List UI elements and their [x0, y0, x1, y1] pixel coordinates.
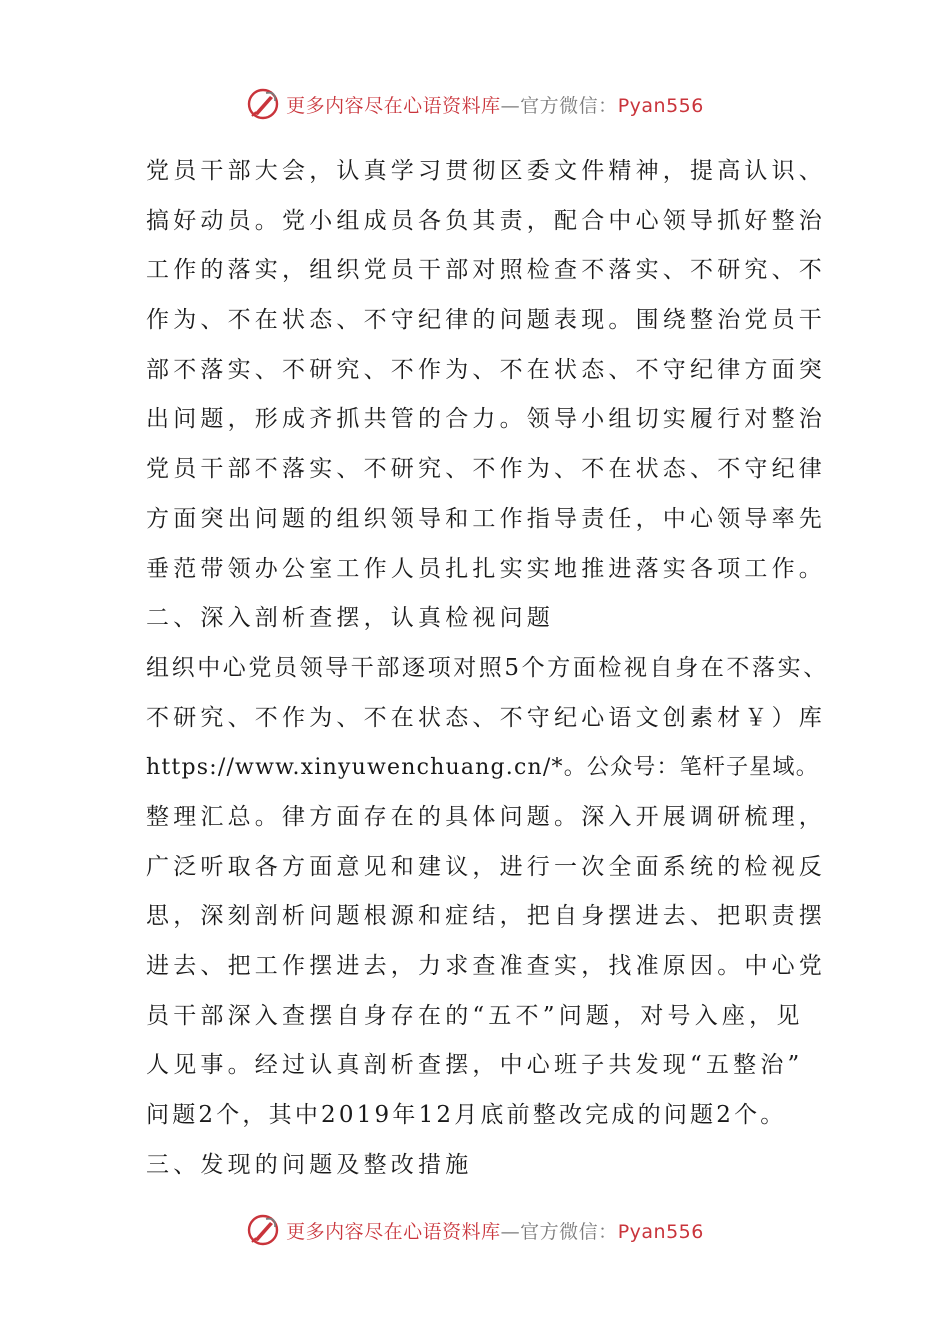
text-line: 部不落实、不研究、不作为、不在状态、不守纪律方面突: [146, 356, 826, 383]
text-line: 不研究、不作为、不在状态、不守纪心语文创素材￥）库: [146, 704, 826, 731]
document-body: [146, 147, 829, 1190]
footer-watermark-banner: [0, 1210, 950, 1250]
banner-text: 更多内容尽在心语资料库—官方微信：Pyan556: [286, 94, 704, 117]
banner-text: 更多内容尽在心语资料库—官方微信：Pyan556: [286, 1220, 704, 1243]
section-heading: 三、发现的问题及整改措施: [146, 1151, 473, 1178]
text-line-url: https://www.xinyuwenchuang.cn/*。公众号：笔杆子星域。: [146, 755, 819, 781]
text-line: 广泛听取各方面意见和建议，进行一次全面系统的检视反: [146, 853, 826, 880]
text-line: 工作的落实，组织党员干部对照检查不落实、不研究、不: [146, 257, 826, 284]
text-line: 垂范带领办公室工作人员扎扎实实地推进落实各项工作。: [146, 555, 826, 582]
text-line: 整理汇总。律方面存在的具体问题。深入开展调研梳理，: [146, 803, 826, 830]
section-heading: 二、深入剖析查摆，认真检视问题: [146, 605, 554, 632]
text-line: 方面突出问题的组织领导和工作指导责任，中心领导率先: [146, 505, 826, 532]
text-line: 员干部深入查摆自身存在的“五不”问题，对号入座，见: [146, 1002, 804, 1029]
quill-logo-icon: [246, 1213, 280, 1247]
text-line: 组织中心党员领导干部逐项对照5个方面检视自身在不落实、: [146, 654, 829, 681]
quill-logo-icon: [246, 87, 280, 121]
text-line: 作为、不在状态、不守纪律的问题表现。围绕整治党员干: [146, 307, 826, 334]
text-line: 人见事。经过认真剖析查摆，中心班子共发现“五整治”: [146, 1052, 804, 1079]
text-line: 出问题，形成齐抓共管的合力。领导小组切实履行对整治: [146, 406, 826, 433]
text-line: 党员干部大会，认真学习贯彻区委文件精神，提高认识、: [146, 158, 826, 184]
text-line: 搞好动员。党小组成员各负其责，配合中心领导抓好整治: [146, 207, 826, 234]
text-line: 党员干部不落实、不研究、不作为、不在状态、不守纪律: [146, 456, 826, 483]
text-line: 问题2个，其中2019年12月底前整改完成的问题2个。: [146, 1102, 787, 1129]
header-watermark-banner: [0, 84, 950, 124]
text-line: 进去、把工作摆进去，力求查准查实，找准原因。中心党: [146, 953, 826, 979]
text-line: 思，深刻剖析问题根源和症结，把自身摆进去、把职责摆: [146, 903, 826, 930]
